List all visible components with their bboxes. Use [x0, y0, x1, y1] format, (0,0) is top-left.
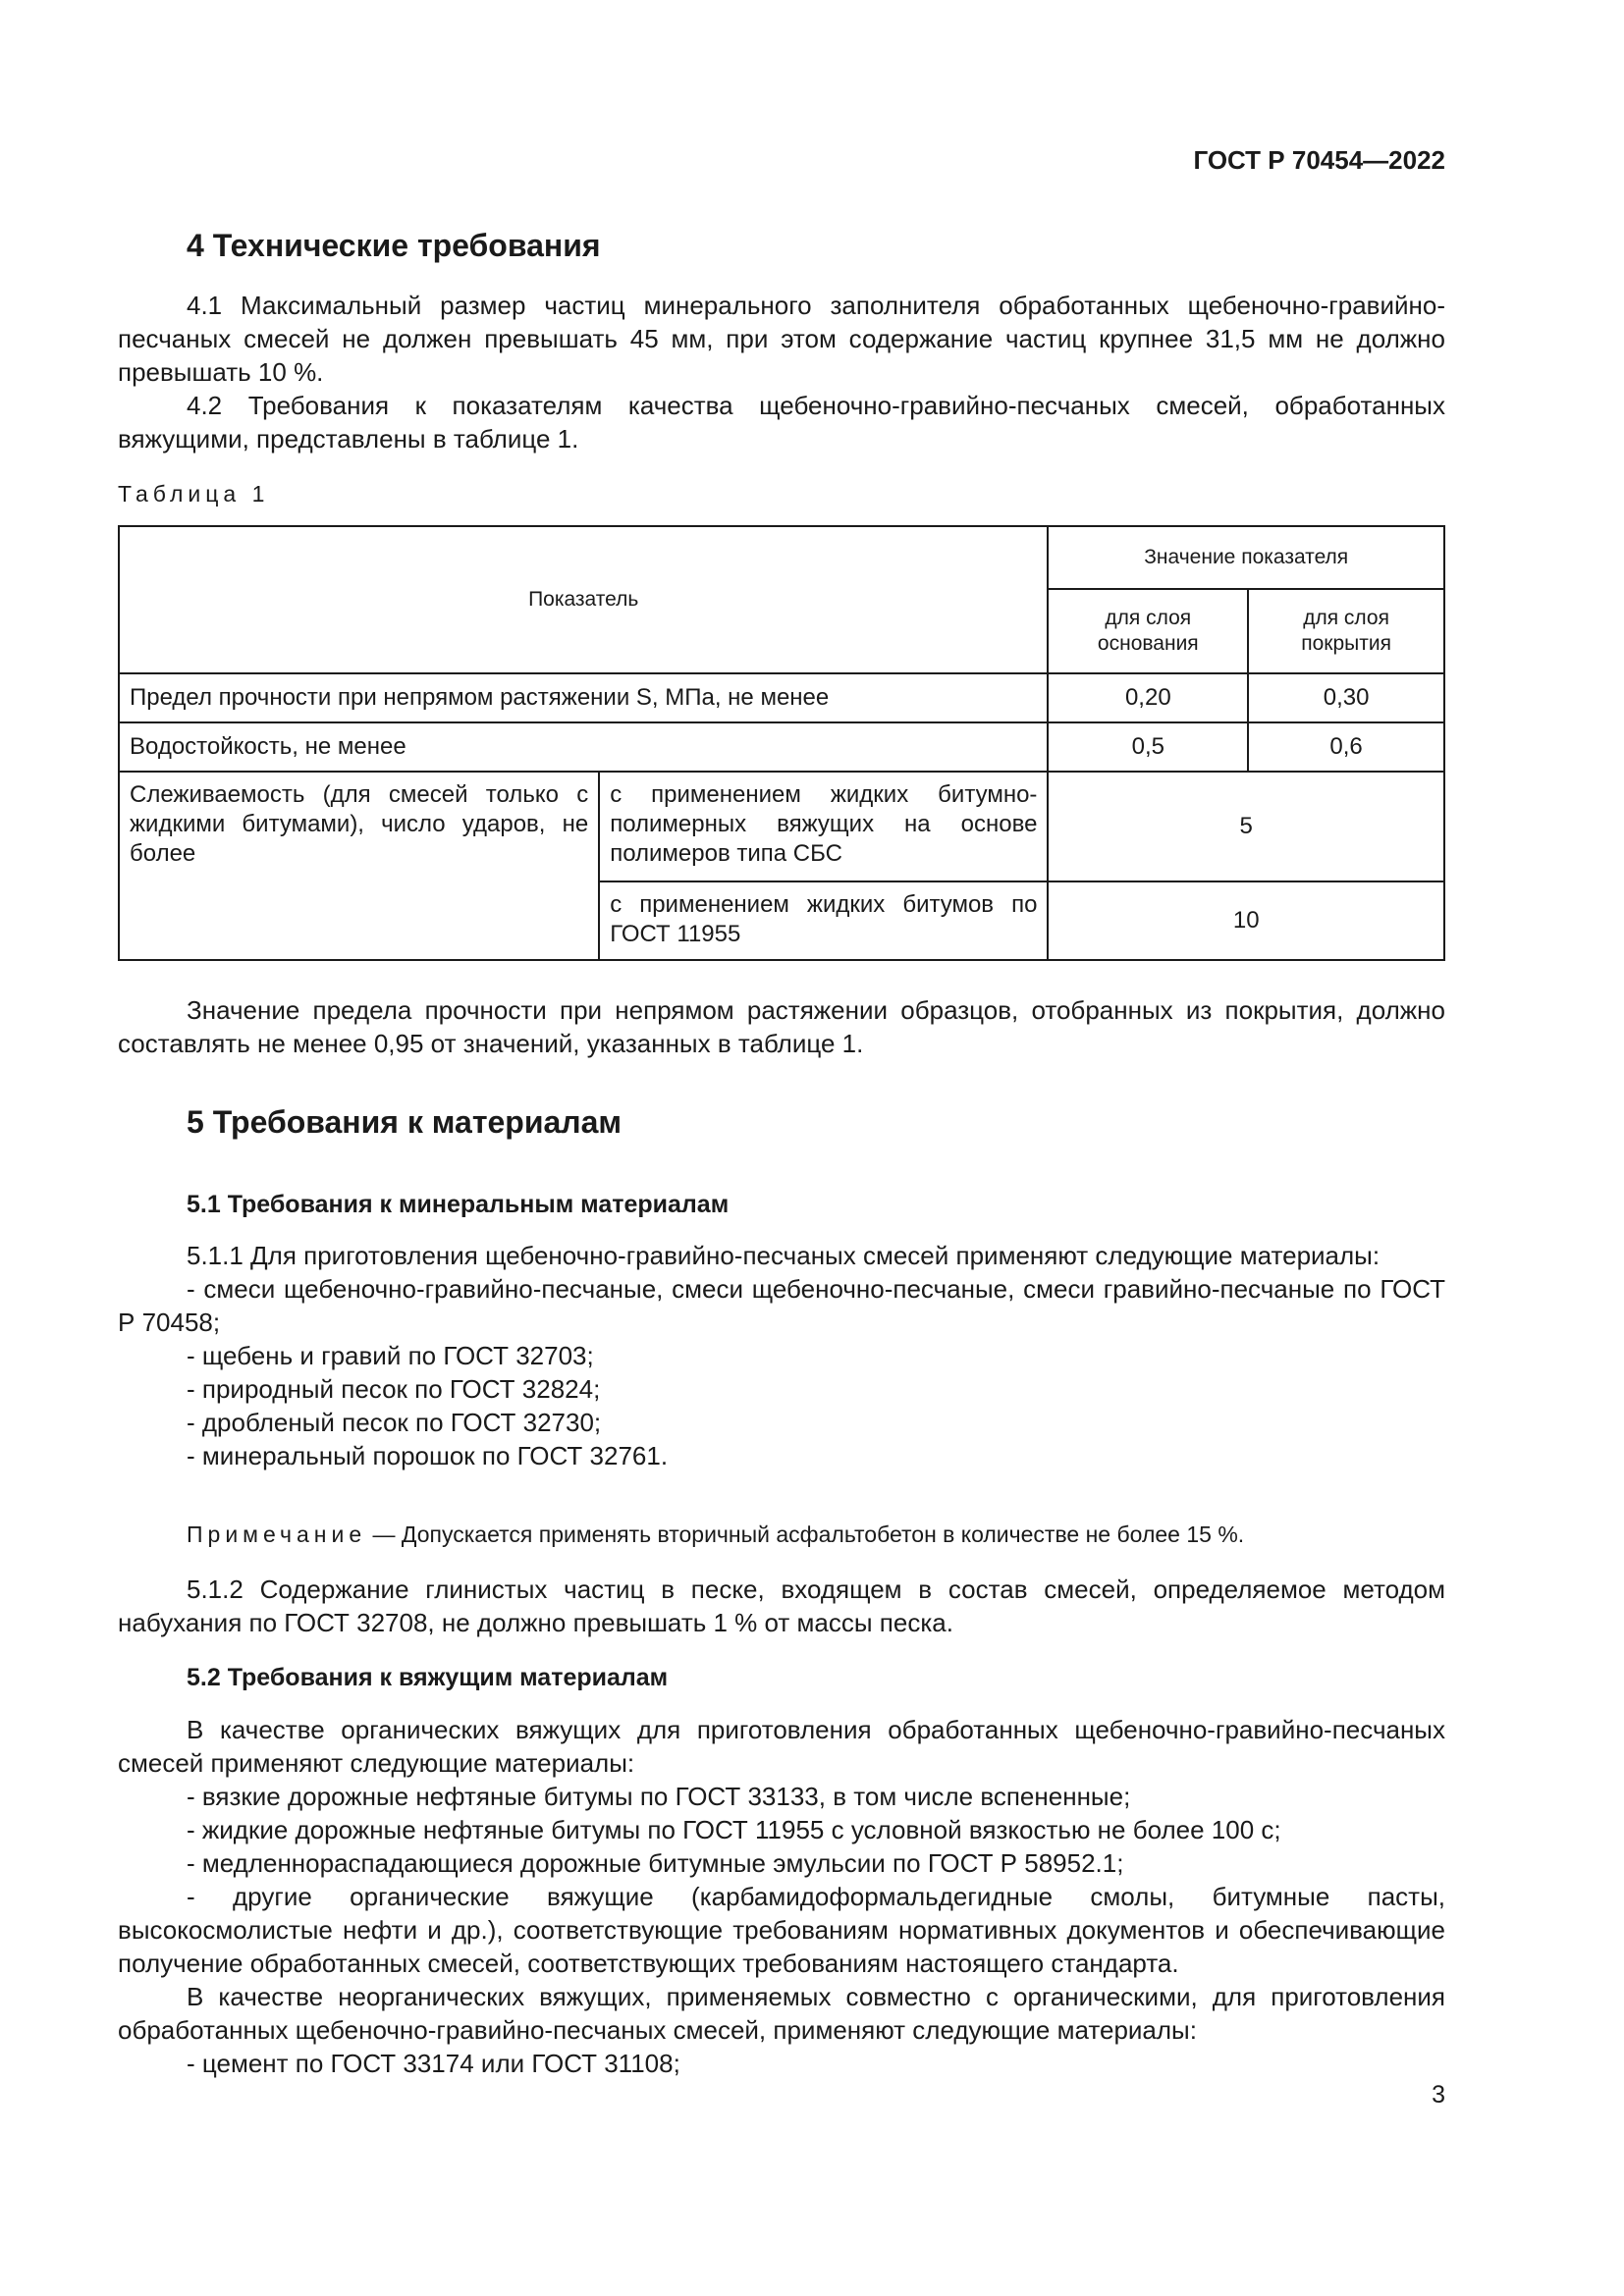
table-row — [119, 673, 1444, 722]
row-sub-label: с применением жидких битумно-полимерных вяжущих на основе полимеров типа СБС — [599, 772, 1048, 881]
section-5-title: 5 Требования к материалам — [187, 1104, 623, 1140]
row-base-value: 0,5 — [1048, 722, 1248, 772]
list-item: - другие органические вяжущие (карбамидоформальдегидные смолы, битумные пасты, высокосмолистые нефти и др.), соответствующие требованиям нормативных документов и обеспечивающие получение обработанных смесей, соответствующих требованиям настоящего стандарта. — [118, 1882, 1445, 1978]
header-indicator: Показатель — [119, 526, 1048, 673]
list-item: - щебень и гравий по ГОСТ 32703; — [187, 1341, 594, 1370]
list-item: - природный песок по ГОСТ 32824; — [187, 1374, 601, 1404]
section-5-1-1-text — [118, 1239, 1445, 1472]
list-item: - медленнораспадающиеся дорожные битумные эмульсии по ГОСТ Р 58952.1; — [187, 1848, 1124, 1878]
table-header-row — [119, 526, 1444, 589]
row-cover-value: 0,6 — [1248, 722, 1444, 772]
header-base-layer: для слоя основания — [1048, 589, 1248, 673]
paragraph-5-1-1: 5.1.1 Для приготовления щебеночно-гравийно-песчаных смесей применяют следующие материалы: — [187, 1241, 1380, 1270]
paragraph-4-1: 4.1 Максимальный размер частиц минерального заполнителя обработанных щебеночно-гравийно-песчаных смесей не должен превышать 45 мм, при этом содержание частиц крупнее 31,5 мм не должно превышать 10 %. — [118, 291, 1445, 387]
page-number: 3 — [1432, 2081, 1445, 2109]
row-label: Слеживаемость (для смесей только с жидкими битумами), число ударов, не более — [119, 772, 599, 960]
header-value: Значение показателя — [1048, 526, 1444, 589]
row-merged-value: 10 — [1048, 881, 1444, 960]
header-cover-layer: для слоя покрытия — [1248, 589, 1444, 673]
paragraph-after-table: Значение предела прочности при непрямом растяжении образцов, отобранных из покрытия, должно составлять не менее 0,95 от значений, указанных в таблице 1. — [118, 995, 1445, 1058]
note-text: — Допускается применять вторичный асфальтобетон в количестве не более 15 %. — [366, 1522, 1245, 1547]
list-item: - вязкие дорожные нефтяные битумы по ГОСТ 33133, в том числе вспененные; — [187, 1782, 1131, 1811]
row-label: Водостойкость, не менее — [119, 722, 1048, 772]
paragraph-5-1-2: 5.1.2 Содержание глинистых частиц в песке, входящем в состав смесей, определяемое методом набухания по ГОСТ 32708, не должно превышать 1 % от массы песка. — [118, 1575, 1445, 1637]
paragraph-5-2-b: В качестве неорганических вяжущих, применяемых совместно с органическими, для приготовления обработанных щебеночно-гравийно-песчаных смесей, применяют следующие материалы: — [118, 1982, 1445, 2045]
row-cover-value: 0,30 — [1248, 673, 1444, 722]
row-label: Предел прочности при непрямом растяжении S, МПа, не менее — [119, 673, 1048, 722]
list-item: - минеральный порошок по ГОСТ 32761. — [187, 1441, 669, 1470]
row-merged-value: 5 — [1048, 772, 1444, 881]
section-4-title: 4 Технические требования — [187, 228, 601, 263]
row-sub-label: с применением жидких битумов по ГОСТ 11955 — [599, 881, 1048, 960]
note — [187, 1522, 1244, 1548]
requirements-table — [118, 525, 1445, 961]
note-label: Примечание — [187, 1522, 367, 1547]
table-row — [119, 772, 1444, 881]
section-5-1-2-text — [118, 1573, 1445, 1639]
paragraph-5-2-a: В качестве органических вяжущих для приготовления обработанных щебеночно-гравийно-песчаных смесей применяют следующие материалы: — [118, 1715, 1445, 1778]
subsection-5-1-title: 5.1 Требования к минеральным материалам — [187, 1191, 730, 1218]
list-item: - цемент по ГОСТ 33174 или ГОСТ 31108; — [187, 2049, 680, 2078]
list-item: - жидкие дорожные нефтяные битумы по ГОСТ 11955 с условной вязкостью не более 100 с; — [187, 1815, 1281, 1844]
section-4-text — [118, 289, 1445, 455]
table-caption: Таблица 1 — [118, 481, 270, 507]
paragraph-4-2: 4.2 Требования к показателям качества щебеночно-гравийно-песчаных смесей, обработанных вяжущими, представлены в таблице 1. — [118, 391, 1445, 454]
table-row — [119, 722, 1444, 772]
list-item: - смеси щебеночно-гравийно-песчаные, смеси щебеночно-песчаные, смеси гравийно-песчаные по ГОСТ Р 70458; — [118, 1274, 1445, 1337]
document-id: ГОСТ Р 70454—2022 — [1193, 145, 1445, 175]
subsection-5-2-title: 5.2 Требования к вяжущим материалам — [187, 1664, 669, 1691]
row-base-value: 0,20 — [1048, 673, 1248, 722]
after-table-text — [118, 993, 1445, 1060]
section-5-2-text — [118, 1713, 1445, 2080]
list-item: - дробленый песок по ГОСТ 32730; — [187, 1408, 602, 1437]
